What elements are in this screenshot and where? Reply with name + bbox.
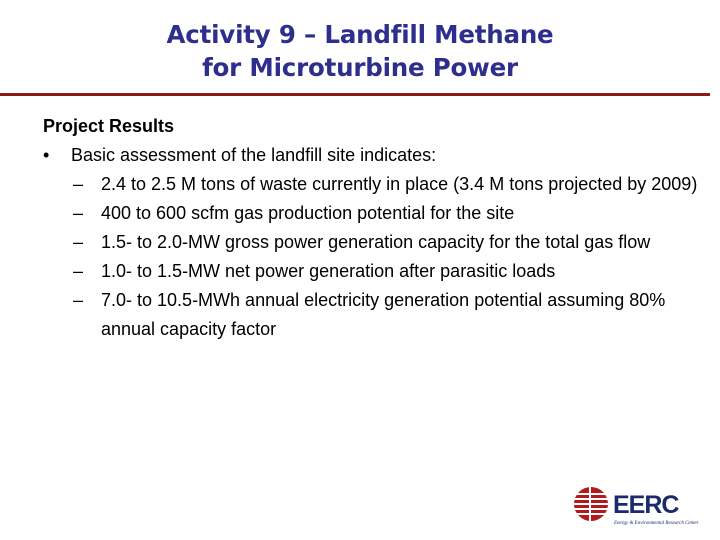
title-divider	[0, 93, 710, 96]
logo-wordmark: EERC	[613, 491, 679, 519]
sub-item-marker: –	[73, 203, 84, 223]
bullet-marker: •	[43, 145, 50, 165]
globe-icon	[574, 487, 608, 521]
slide-title-line-1: Activity 9 – Landfill Methane	[166, 20, 554, 49]
sub-item-marker: –	[73, 261, 84, 281]
sub-item-marker: –	[73, 290, 84, 310]
sub-item-text: 7.0- to 10.5-MWh annual electricity generation potential assuming 80% annual capacity factor	[101, 290, 666, 339]
sub-item-marker: –	[73, 174, 84, 194]
slide-title-line-2: for Microturbine Power	[202, 53, 518, 82]
sub-item-2	[43, 199, 703, 228]
sub-item-4	[43, 257, 703, 286]
sub-item-5	[43, 286, 703, 344]
section-heading: Project Results	[43, 116, 175, 136]
slide-title	[0, 18, 720, 84]
sub-item-text: 400 to 600 scfm gas production potential for the site	[101, 203, 515, 223]
eerc-logo	[573, 486, 713, 530]
logo-tagline: Energy & Environmental Research Center	[614, 521, 699, 526]
sub-item-1	[43, 170, 703, 199]
sub-item-3	[43, 228, 703, 257]
sub-item-text: 1.5- to 2.0-MW gross power generation capacity for the total gas flow	[101, 232, 651, 252]
slide-content	[43, 112, 703, 344]
sub-item-marker: –	[73, 232, 84, 252]
bullet-item	[43, 141, 703, 170]
sub-item-text: 1.0- to 1.5-MW net power generation after parasitic loads	[101, 261, 556, 281]
bullet-text: Basic assessment of the landfill site indicates:	[71, 145, 437, 165]
sub-item-text: 2.4 to 2.5 M tons of waste currently in place (3.4 M tons projected by 2009)	[101, 174, 698, 194]
